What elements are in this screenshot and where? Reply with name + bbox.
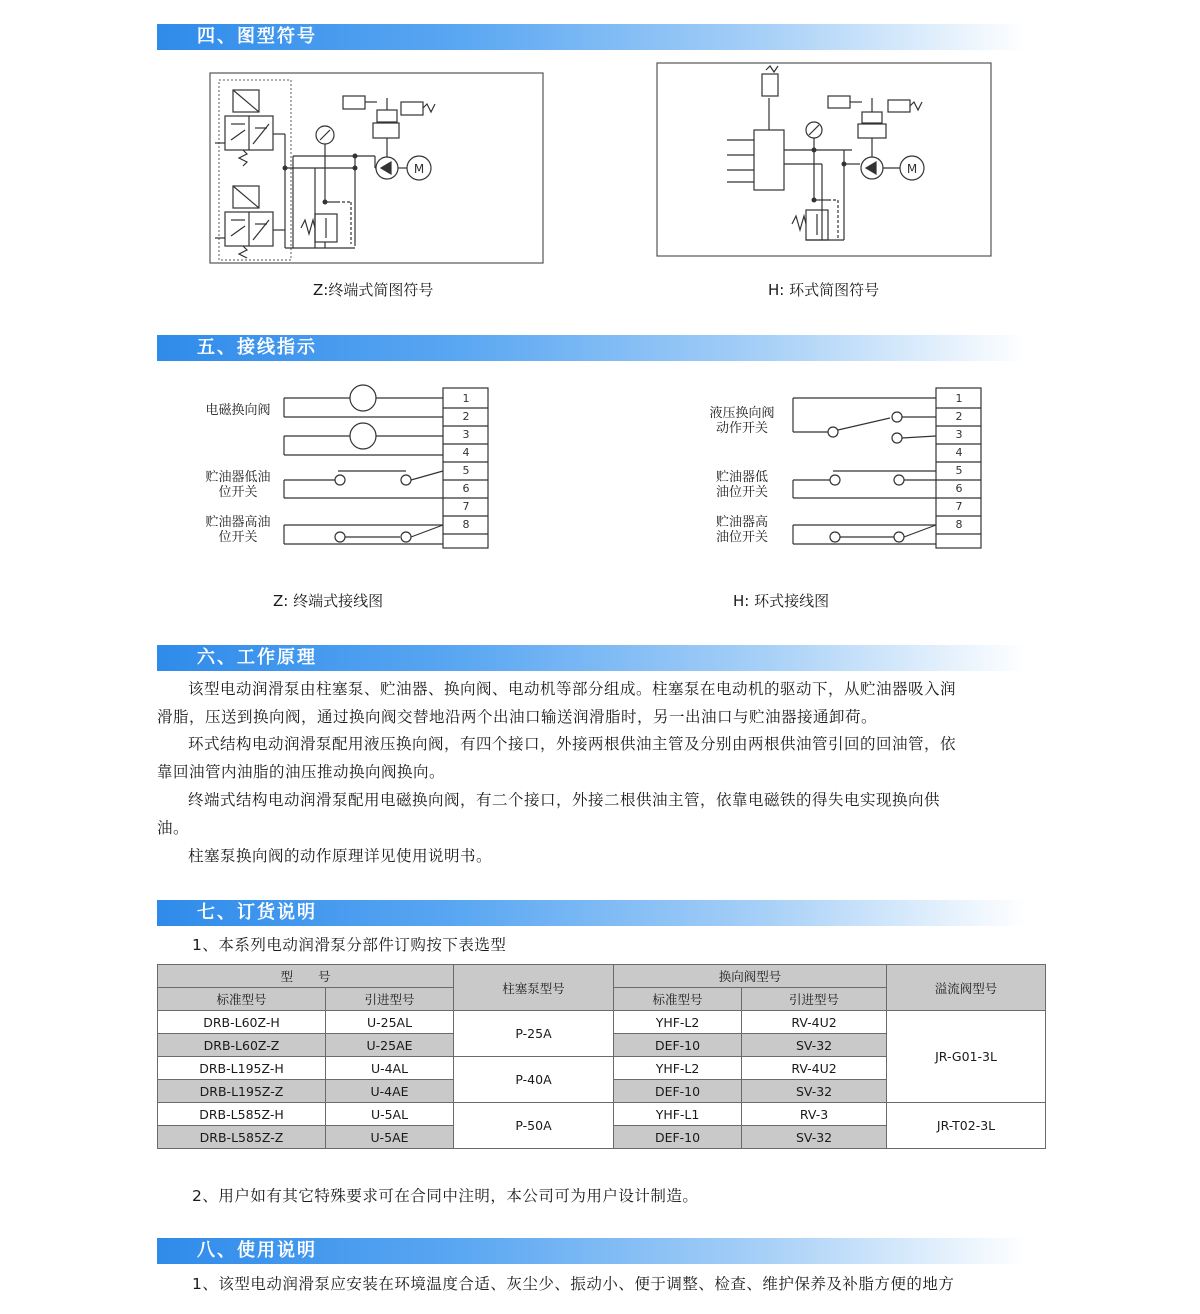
terminal-label: 5	[462, 464, 470, 477]
cell-valve-imported: SV-32	[742, 1034, 887, 1057]
cell-relief: JR-T02-3L	[887, 1103, 1046, 1149]
high-level-switch-label: 油位开关	[715, 530, 769, 545]
ordering-table	[157, 964, 1046, 1149]
principle-paragraph: 油。	[157, 819, 190, 837]
header-model: 型 号	[158, 965, 454, 988]
principle-paragraph: 环式结构电动润滑泵配用液压换向阀，有四个接口，外接两根供油主管及分别由两根供油管引回的回油管，依	[188, 735, 957, 753]
section-title: 六、工作原理	[197, 647, 317, 668]
terminal-label: 7	[955, 500, 963, 513]
cell-imported: U-25AE	[326, 1034, 454, 1057]
terminal-label: 1	[955, 392, 963, 405]
motor-label: M	[413, 162, 425, 176]
header-standard: 标准型号	[158, 988, 326, 1011]
solenoid-valve-label: 电磁换向阀	[205, 403, 271, 418]
low-level-switch-label: 油位开关	[715, 485, 769, 500]
high-level-switch-label: 位开关	[218, 530, 258, 545]
terminal-label: 5	[955, 464, 963, 477]
principle-paragraph: 滑脂，压送到换向阀，通过换向阀交替地沿两个出油口输送润滑脂时，另一出油口与贮油器接通卸荷。	[157, 708, 878, 726]
terminal-label: 6	[955, 482, 963, 495]
cell-imported: U-5AE	[326, 1126, 454, 1149]
cell-standard: DRB-L195Z-H	[158, 1057, 326, 1080]
high-level-switch-label: 贮油器高油	[205, 515, 271, 530]
cell-standard: DRB-L585Z-Z	[158, 1126, 326, 1149]
cell-valve-imported: SV-32	[742, 1080, 887, 1103]
ordering-note: 2、用户如有其它特殊要求可在合同中注明，本公司可为用户设计制造。	[192, 1187, 699, 1205]
header-valve: 换向阀型号	[614, 965, 887, 988]
cell-pump: P-25A	[454, 1011, 614, 1057]
cell-valve-imported: RV-4U2	[742, 1011, 887, 1034]
header-imported: 引进型号	[326, 988, 454, 1011]
terminal-label: 4	[955, 446, 963, 459]
cell-valve-imported: SV-32	[742, 1126, 887, 1149]
h-wiring-diagram	[690, 380, 1000, 560]
terminal-label: 3	[955, 428, 963, 441]
cell-valve-standard: YHF-L1	[614, 1103, 742, 1126]
cell-relief: JR-G01-3L	[887, 1011, 1046, 1103]
cell-valve-standard: DEF-10	[614, 1034, 742, 1057]
cell-standard: DRB-L585Z-H	[158, 1103, 326, 1126]
terminal-label: 2	[955, 410, 963, 423]
cell-imported: U-25AL	[326, 1011, 454, 1034]
cell-imported: U-4AE	[326, 1080, 454, 1103]
header-valve-imported: 引进型号	[742, 988, 887, 1011]
principle-paragraph: 靠回油管内油脂的油压推动换向阀换向。	[157, 763, 446, 781]
terminal-label: 2	[462, 410, 470, 423]
cell-pump: P-40A	[454, 1057, 614, 1103]
terminal-label: 4	[462, 446, 470, 459]
cell-imported: U-5AL	[326, 1103, 454, 1126]
table-row	[158, 1103, 1046, 1126]
h-symbol-caption: H: 环式简图符号	[768, 281, 880, 299]
cell-standard: DRB-L60Z-Z	[158, 1034, 326, 1057]
cell-valve-standard: DEF-10	[614, 1080, 742, 1103]
motor-label: M	[906, 162, 918, 176]
h-wiring-caption: H: 环式接线图	[733, 592, 830, 610]
terminal-label: 3	[462, 428, 470, 441]
terminal-label: 6	[462, 482, 470, 495]
cell-valve-standard: YHF-L2	[614, 1057, 742, 1080]
hydraulic-valve-switch-label: 动作开关	[715, 421, 769, 436]
section-title: 四、图型符号	[197, 26, 317, 47]
section-header-symbols	[157, 24, 1027, 50]
principle-paragraph: 柱塞泵换向阀的动作原理详见使用说明书。	[188, 847, 493, 865]
section-header-principle	[157, 645, 1027, 671]
section-title: 七、订货说明	[197, 902, 317, 923]
terminal-label: 7	[462, 500, 470, 513]
cell-standard: DRB-L60Z-H	[158, 1011, 326, 1034]
section-title: 八、使用说明	[197, 1240, 317, 1261]
section-header-usage	[157, 1238, 1027, 1264]
header-valve-standard: 标准型号	[614, 988, 742, 1011]
low-level-switch-label: 贮油器低油	[205, 470, 271, 485]
cell-valve-imported: RV-3	[742, 1103, 887, 1126]
header-relief: 溢流阀型号	[887, 965, 1046, 1011]
cell-pump: P-50A	[454, 1103, 614, 1149]
z-wiring-diagram	[190, 380, 500, 560]
terminal-label: 8	[462, 518, 470, 531]
z-symbol-diagram	[205, 68, 550, 268]
z-wiring-caption: Z: 终端式接线图	[273, 592, 384, 610]
z-symbol-caption: Z:终端式简图符号	[313, 281, 434, 299]
cell-standard: DRB-L195Z-Z	[158, 1080, 326, 1103]
cell-valve-imported: RV-4U2	[742, 1057, 887, 1080]
hydraulic-valve-switch-label: 液压换向阀	[709, 406, 775, 421]
section-header-ordering	[157, 900, 1027, 926]
principle-paragraph: 该型电动润滑泵由柱塞泵、贮油器、换向阀、电动机等部分组成。柱塞泵在电动机的驱动下，从贮油器吸入润	[188, 680, 957, 698]
usage-item: 1、该型电动润滑泵应安装在环境温度合适、灰尘少、振动小、便于调整、检查、维护保养及补脂方便的地方	[192, 1275, 955, 1293]
ordering-intro: 1、本系列电动润滑泵分部件订购按下表选型	[192, 936, 507, 954]
cell-imported: U-4AL	[326, 1057, 454, 1080]
cell-valve-standard: DEF-10	[614, 1126, 742, 1149]
section-header-wiring	[157, 335, 1027, 361]
low-level-switch-label: 位开关	[218, 485, 258, 500]
terminal-label: 1	[462, 392, 470, 405]
cell-valve-standard: YHF-L2	[614, 1011, 742, 1034]
h-symbol-diagram	[652, 60, 997, 260]
high-level-switch-label: 贮油器高	[715, 515, 769, 530]
principle-paragraph: 终端式结构电动润滑泵配用电磁换向阀，有二个接口，外接二根供油主管，依靠电磁铁的得失电实现换向供	[188, 791, 941, 809]
table-row	[158, 1011, 1046, 1034]
low-level-switch-label: 贮油器低	[715, 470, 769, 485]
header-pump: 柱塞泵型号	[454, 965, 614, 1011]
terminal-label: 8	[955, 518, 963, 531]
section-title: 五、接线指示	[197, 337, 317, 358]
